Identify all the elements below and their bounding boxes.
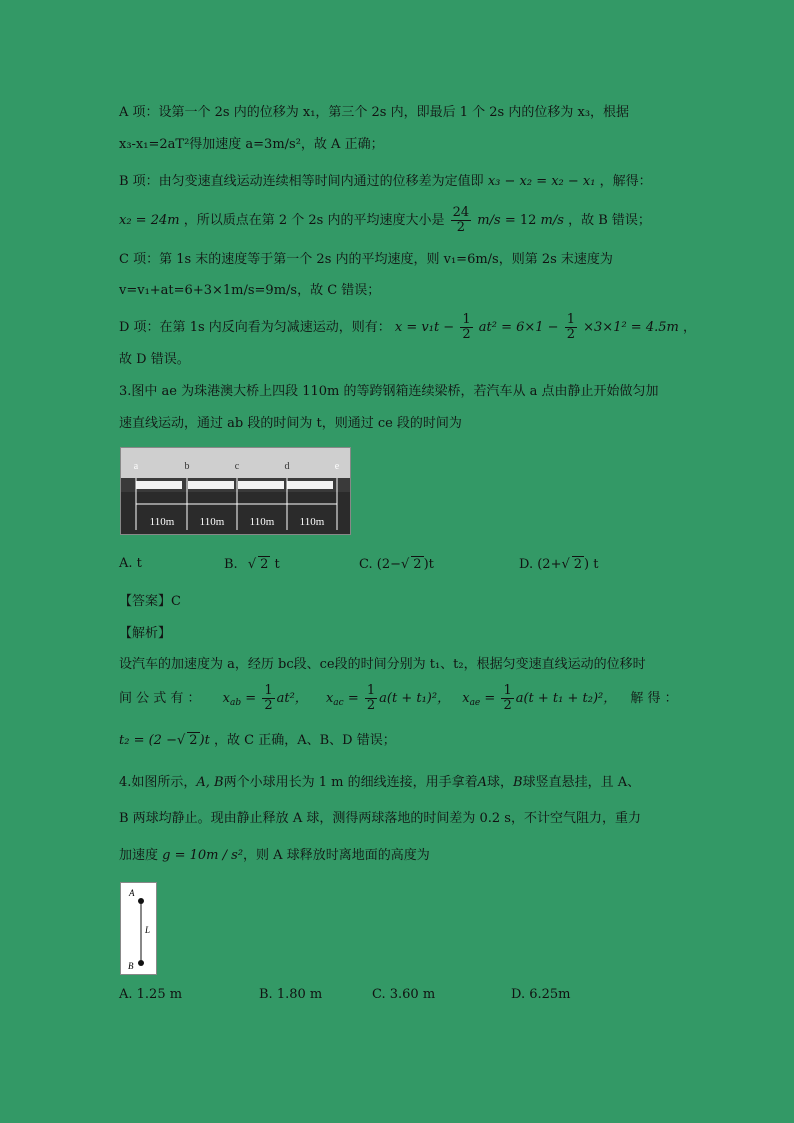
q4-option-c: C. 3.60 m	[372, 987, 436, 1002]
eq-ac-r: a(t + t₁)²，	[379, 691, 451, 706]
t2-rad: 2	[189, 733, 198, 748]
frac-den: 2	[264, 698, 273, 713]
opt-d-post: ) t	[584, 557, 599, 572]
t2-eq-post: )t	[199, 733, 210, 748]
span-label-1: 110m	[149, 516, 175, 528]
eq-ab-r: at²，	[276, 691, 308, 706]
frac-den: 2	[462, 327, 471, 342]
para-b-line2	[119, 206, 651, 236]
q4-g-eq: g = 10m / s²	[162, 848, 244, 863]
opt-c-pre: C. (2−	[359, 557, 401, 572]
frac-num: 1	[462, 312, 471, 327]
q4-tail: 球竖直悬挂，且 A、	[522, 775, 641, 790]
frac-num: 1	[503, 683, 512, 698]
t2-tail: ，故 C 正确，A、B、D 错误；	[213, 733, 396, 748]
sub-ab: ab	[230, 698, 242, 708]
sub-ae: ae	[469, 698, 481, 708]
sub-ac: ac	[333, 698, 344, 708]
q4-mid: 两个小球用长为 1 m 的细线连接，用手拿着	[223, 775, 478, 790]
span-label-3: 110m	[249, 516, 275, 528]
frac-den: 2	[456, 220, 466, 235]
bridge-segment-1	[136, 481, 182, 489]
ball-a	[138, 898, 144, 904]
para-a-line2: x₃-x₁=2aT²得加速度 a=3m/s²，故 A 正确；	[119, 137, 384, 152]
frac-num: 1	[366, 683, 376, 698]
q4-a: A	[477, 775, 488, 790]
q3-analysis-line1: 设汽车的加速度为 a，经历 bc段、ce段的时间分别为 t₁、t₂，根据匀变速直线运动的位移时	[119, 657, 646, 672]
frac-ac	[365, 684, 377, 713]
bridge-segment-2	[188, 481, 234, 489]
frac-ab	[262, 684, 274, 713]
bridge-water	[121, 492, 351, 535]
para-b-tail2: ，故 B 错误；	[568, 213, 651, 228]
ball-svg	[121, 883, 156, 974]
para-a-line1: A 项：设第一个 2s 内的位移为 x₁，第三个 2s 内，即最后 1 个 2s 内的位移为 x₃，根据	[119, 105, 630, 120]
fraction-24-2	[451, 206, 472, 235]
x-ae: x	[462, 691, 470, 706]
frac-ae	[501, 684, 513, 713]
span-label-2: 110m	[199, 516, 225, 528]
fraction-half-1	[460, 313, 472, 342]
opt-d-pre: D. (2+	[519, 557, 562, 572]
bridge-segment-3	[238, 481, 284, 489]
x-ac: x	[325, 691, 334, 706]
q4-line1	[119, 773, 640, 793]
para-d-line1	[119, 313, 696, 343]
q3-option-c: C. (2−√ 2 )t	[359, 557, 434, 572]
opt-b-pre: B.	[224, 557, 238, 572]
opt-b-post: t	[274, 557, 280, 572]
para-d-eq-tail: ×3×1² = 4.5m	[583, 320, 679, 335]
q4-mid2: 球，	[487, 775, 514, 790]
x-ab: x	[222, 691, 231, 706]
q4-pre: 4.如图所示，	[119, 775, 197, 790]
q3-formula-lead: 间 公 式 有 ：	[119, 691, 201, 706]
para-b-text: B 项：由匀变速直线运动连续相等时间内通过的位移差为定值即	[119, 174, 484, 189]
para-d-text: D 项：在第 1s 内反向看为匀减速运动，则有：	[119, 320, 391, 335]
label-a: a	[133, 461, 139, 472]
q4-line3	[119, 846, 430, 866]
para-d-eq-mid: at² = 6×1 −	[478, 320, 559, 335]
para-c-line2: v=v₁+at=6+3×1m/s=9m/s，故 C 错误；	[119, 283, 381, 298]
q4-option-d: D. 6.25m	[511, 987, 571, 1002]
fig-label-b: B	[128, 961, 134, 971]
opt-b-rad: 2	[260, 557, 269, 572]
label-d: d	[284, 461, 290, 472]
q3-line1: 3.图中 ae 为珠港澳大桥上四段 110m 的等跨钢箱连续梁桥，若汽车从 a 点由静止开始做匀加	[119, 384, 659, 399]
frac-num: 1	[566, 312, 575, 327]
q4-b: B	[513, 775, 523, 790]
q3-option-a: A. t	[119, 556, 142, 571]
bridge-svg	[121, 448, 351, 535]
q4-ab: A, B	[196, 775, 224, 790]
para-d-line2: 故 D 错误。	[119, 352, 190, 367]
t2-eq-pre: t₂ = (2 −	[119, 733, 177, 748]
equals-12: = 12	[504, 213, 537, 228]
eq-ae-r: a(t + t₁ + t₂)²，	[515, 691, 617, 706]
ball-b	[138, 960, 144, 966]
q3-line2: 速直线运动，通过 ab 段的时间为 t，则通过 ce 段的时间为	[119, 416, 462, 431]
para-d-end: ，	[682, 320, 696, 335]
ball-figure	[120, 882, 157, 975]
q3-option-b: B. √ 2 t	[224, 557, 280, 572]
q3-analysis-line2: 间 公 式 有 ： $x_{ab}$ = $\frac{1}{2}$ at²， $x_{ac}$ = $\frac{1}{2}$ a(t + t₁)²， $x_{ae}$ = $\frac{1}{2}$ a(t + t₁ + t₂)²， 解 得 ：	[119, 683, 678, 713]
unit-1: m/s	[477, 213, 501, 228]
para-b-eq2: x₂ = 24m	[119, 213, 180, 228]
opt-c-rad: 2	[413, 557, 422, 572]
para-d-eq-lead: x = v₁t −	[394, 320, 455, 335]
para-b-eq1: x₃ − x₂ = x₂ − x₁	[487, 174, 596, 189]
opt-c-post: )t	[423, 557, 434, 572]
label-b: b	[184, 461, 190, 472]
fig-label-l: L	[145, 925, 151, 935]
q4-option-a: A. 1.25 m	[119, 987, 183, 1002]
q4-l3-tail: ，则 A 球释放时离地面的高度为	[243, 848, 430, 863]
opt-d-rad: 2	[573, 557, 583, 572]
label-c: c	[234, 461, 240, 472]
label-e: e	[334, 461, 340, 472]
fig-label-a: A	[129, 888, 135, 898]
para-b-tail: ，解得：	[599, 174, 652, 189]
para-c-line1: C 项：第 1s 末的速度等于第一个 2s 内的平均速度，则 v₁=6m/s，则第 2s 末速度为	[119, 252, 613, 267]
q4-line2: B 两球均静止。现由静止释放 A 球，测得两球落地的时间差为 0.2 s，不计空气阻力，重力	[119, 811, 641, 826]
fraction-half-2	[565, 313, 577, 342]
frac-den: 2	[566, 327, 575, 342]
q4-l3-pre: 加速度	[119, 848, 159, 863]
bridge-figure	[120, 447, 351, 535]
span-label-4: 110m	[299, 516, 325, 528]
para-b-line1	[119, 172, 652, 192]
frac-den: 2	[503, 698, 512, 713]
unit-2: m/s	[540, 213, 564, 228]
frac-num: 1	[264, 683, 273, 698]
q3-analysis-title: 【解析】	[119, 626, 172, 641]
frac-num: 24	[452, 205, 470, 220]
para-b-mid: ，所以质点在第 2 个 2s 内的平均速度大小是	[183, 213, 445, 228]
solve-label: 解 得 ：	[630, 691, 678, 706]
frac-den: 2	[366, 698, 376, 713]
q3-analysis-line3: t₂ = (2 −√ 2 )t ，故 C 正确，A、B、D 错误；	[119, 733, 396, 748]
q3-option-d: D. (2+√ 2 ) t	[519, 557, 599, 572]
q3-answer: 【答案】C	[119, 594, 181, 609]
q4-option-b: B. 1.80 m	[259, 987, 323, 1002]
bridge-segment-4	[287, 481, 333, 489]
